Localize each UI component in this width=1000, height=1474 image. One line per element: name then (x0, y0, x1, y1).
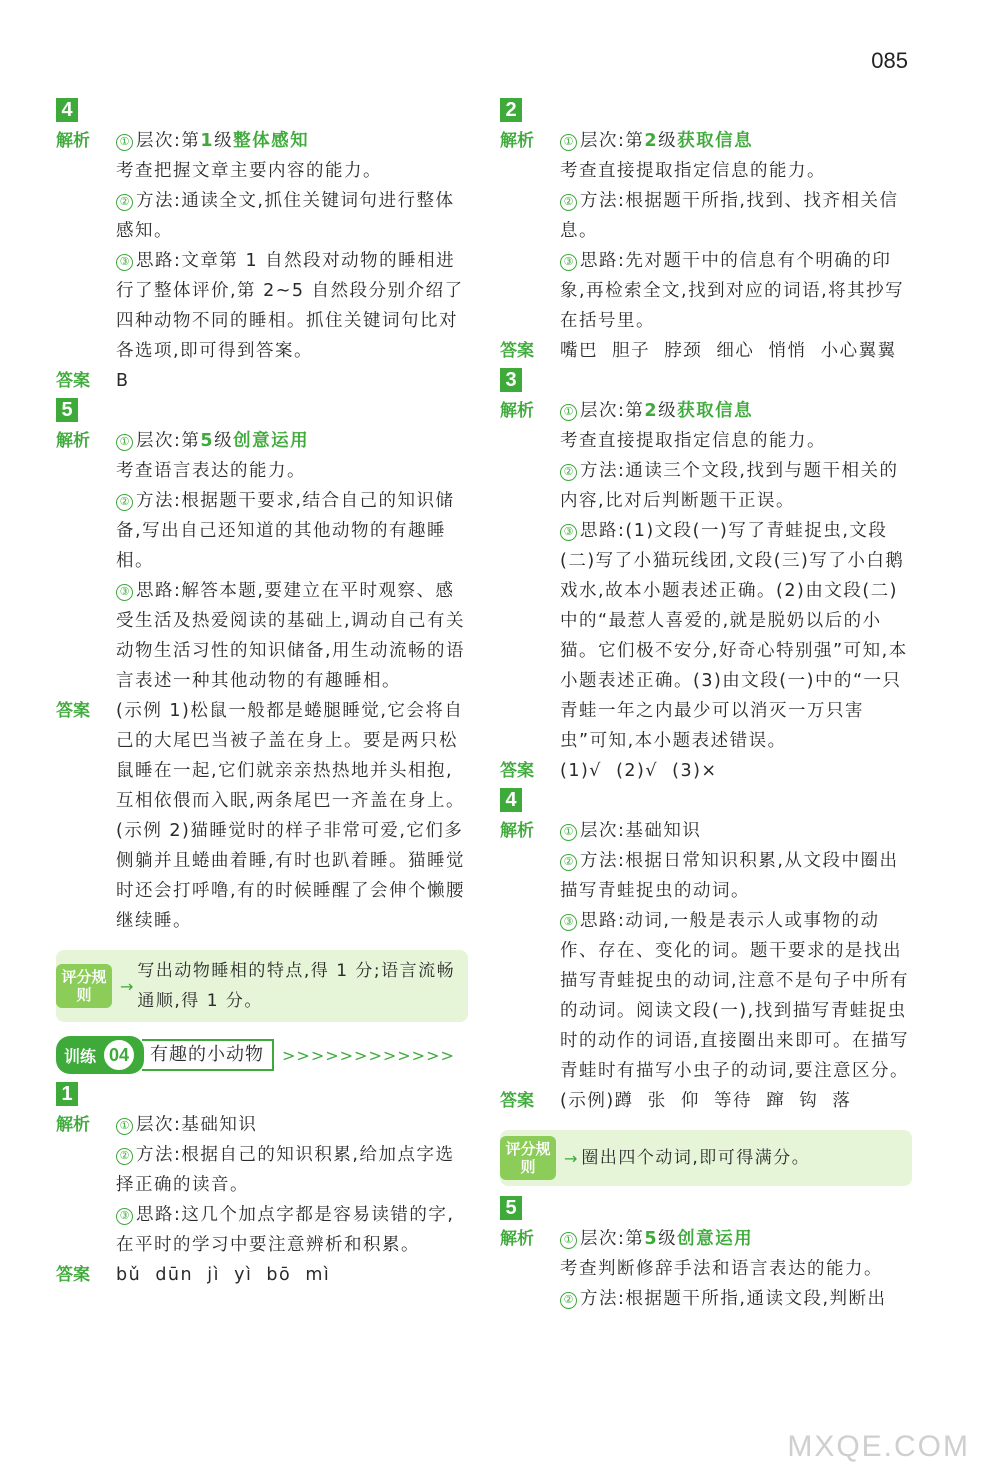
method-text: ② 方法:通读全文,抓住关键词句进行整体感知。 (116, 191, 455, 241)
thinking-text: ③ 思路:动词,一般是表示人或事物的动作、存在、变化的词。题干要求的是找出描写青蛙捉虫的动词,注意不是句子中所有的动词。阅读文段(一),找到描写青蛙捉虫时的动作的词语,直接圈出来即可。在描写青蛙时有描写小虫子的动词,要注意区分。 (560, 911, 910, 1081)
method-text: ② 方法:通读三个文段,找到与题干相关的内容,比对后判断题干正误。 (560, 461, 899, 511)
right-column (500, 96, 912, 1314)
analysis-block (500, 816, 912, 1086)
analysis-tag: 解析 (56, 131, 90, 151)
analysis-tag: 解析 (500, 821, 534, 841)
method-text: ② 方法:根据日常知识积累,从文段中圈出描写青蛙捉虫的动词。 (560, 851, 899, 901)
scoring-rules (56, 950, 468, 1022)
chevrons-icon: >>>>>>>>>>>> (282, 1045, 455, 1065)
answer-tag: 答案 (500, 341, 534, 361)
watermark-logo: MXQE.COM (787, 1430, 970, 1463)
answer-tag: 答案 (56, 701, 90, 721)
thinking-text: ③ 思路:文章第 1 自然段对动物的睡相进行了整体评价,第 2~5 自然段分别介绍了四种动物不同的睡相。抓住关键词句比对各选项,即可得到答案。 (116, 251, 464, 361)
scoring-tag: 评分规则 (500, 1136, 556, 1180)
answer-block (56, 366, 468, 396)
level-desc: 考查把握文章主要内容的能力。 (116, 161, 382, 181)
circled-2-marker: ② (116, 194, 133, 211)
analysis-tag: 解析 (56, 1115, 90, 1135)
analysis-block (500, 396, 912, 756)
method-text: ② 方法:根据题干所指,找到、找齐相关信息。 (560, 191, 899, 241)
analysis-tag: 解析 (500, 401, 534, 421)
circled-1-marker: ① (116, 134, 133, 151)
question-number: 1 (56, 1082, 78, 1106)
training-header (56, 1036, 468, 1074)
question-number: 4 (56, 98, 78, 122)
answer-block (500, 1086, 912, 1116)
training-number: 04 (102, 1038, 136, 1072)
analysis-block (500, 1224, 912, 1314)
answer-tag: 答案 (56, 371, 90, 391)
arrow-icon: → (564, 1148, 578, 1168)
level-line: ① 层次:基础知识 (116, 1110, 468, 1140)
left-column (56, 96, 468, 1290)
thinking-text: ③ 思路:先对题干中的信息有个明确的印象,再检索全文,找到对应的词语,将其抄写在括号里。 (560, 251, 905, 331)
scoring-tag: 评分规则 (56, 964, 112, 1008)
method-text: ② 方法:根据题干要求,结合自己的知识储备,写出自己还知道的其他动物的有趣睡相。 (116, 491, 455, 571)
question-number: 2 (500, 98, 522, 122)
answer-text: (示例)蹲 张 仰 等待 蹿 钩 落 (560, 1091, 852, 1111)
answer-text: 嘴巴 胆子 脖颈 细心 悄悄 小心翼翼 (560, 341, 897, 361)
answer-text: B (116, 371, 130, 391)
analysis-tag: 解析 (500, 131, 534, 151)
question-number: 3 (500, 368, 522, 392)
level-line: ① 层次:基础知识 (560, 816, 912, 846)
level-desc: 考查直接提取指定信息的能力。 (560, 161, 826, 181)
answer-block (500, 756, 912, 786)
thinking-text: ③ 思路:解答本题,要建立在平时观察、感受生活及热爱阅读的基础上,调动自己有关动物生活习性的知识储备,用生动流畅的语言表述一种其他动物的有趣睡相。 (116, 581, 466, 691)
analysis-block (56, 126, 468, 366)
level-line: ① 层次:第1级整体感知 (116, 126, 468, 156)
question-number: 5 (500, 1196, 522, 1220)
thinking-text: ③ 思路:这几个加点字都是容易读错的字,在平时的学习中要注意辨析和积累。 (116, 1205, 455, 1255)
level-line: ① 层次:第5级创意运用 (116, 426, 468, 456)
analysis-tag: 解析 (56, 431, 90, 451)
level-line: ① 层次:第2级获取信息 (560, 396, 912, 426)
training-label: 训练 (64, 1046, 97, 1066)
page-number: 085 (871, 48, 908, 73)
level-desc: 考查直接提取指定信息的能力。 (560, 431, 826, 451)
answer-example-2: (示例 2)猫睡觉时的样子非常可爱,它们多侧躺并且蜷曲着睡,有时也趴着睡。猫睡觉时还会打呼噜,有的时候睡醒了会伸个懒腰继续睡。 (116, 821, 466, 931)
question-number: 5 (56, 398, 78, 422)
answer-block (56, 1260, 468, 1290)
level-line: ① 层次:第2级获取信息 (560, 126, 912, 156)
level-line: ① 层次:第5级创意运用 (560, 1224, 912, 1254)
answer-text: (1)√ (2)√ (3)× (560, 761, 718, 781)
thinking-text: ③ 思路:(1)文段(一)写了青蛙捉虫,文段(二)写了小猫玩线团,文段(三)写了小白鹅戏水,故本小题表述正确。(2)由文段(二)中的“最惹人喜爱的,就是脱奶以后的小猫。它们极不安分,好奇心特别强”可知,本小题表述正确。(3)由文段(一)中的“一只青蛙一年之内最少可以消灭一万只害虫”可知,本小题表述错误。 (560, 521, 908, 751)
answer-tag: 答案 (56, 1265, 90, 1285)
answer-text: bǔ dūn jì yì bō mì (116, 1265, 331, 1285)
level-desc: 考查判断修辞手法和语言表达的能力。 (560, 1259, 883, 1279)
method-text: ② 方法:根据题干所指,通读文段,判断出 (560, 1284, 912, 1314)
answer-block (56, 696, 468, 936)
answer-tag: 答案 (500, 1091, 534, 1111)
scoring-text: 圈出四个动词,即可得满分。 (581, 1148, 811, 1168)
circled-3-marker: ③ (116, 254, 133, 271)
analysis-block (56, 1110, 468, 1260)
scoring-rules (500, 1130, 912, 1186)
training-title: 有趣的小动物 (142, 1039, 274, 1071)
answer-tag: 答案 (500, 761, 534, 781)
method-text: ② 方法:根据自己的知识积累,给加点字选择正确的读音。 (116, 1145, 455, 1195)
training-badge (56, 1036, 144, 1074)
arrow-icon: → (120, 976, 134, 996)
answer-example-1: (示例 1)松鼠一般都是蜷腿睡觉,它会将自己的大尾巴当被子盖在身上。要是两只松鼠睡在一起,它们就亲亲热热地并头相抱,互相依偎而入眠,两条尾巴一齐盖在身上。 (116, 701, 466, 811)
analysis-block (500, 126, 912, 336)
scoring-text: 写出动物睡相的特点,得 1 分;语言流畅通顺,得 1 分。 (137, 961, 456, 1011)
question-number: 4 (500, 788, 522, 812)
analysis-block (56, 426, 468, 696)
analysis-tag: 解析 (500, 1229, 534, 1249)
level-desc: 考查语言表达的能力。 (116, 461, 306, 481)
answer-block (500, 336, 912, 366)
